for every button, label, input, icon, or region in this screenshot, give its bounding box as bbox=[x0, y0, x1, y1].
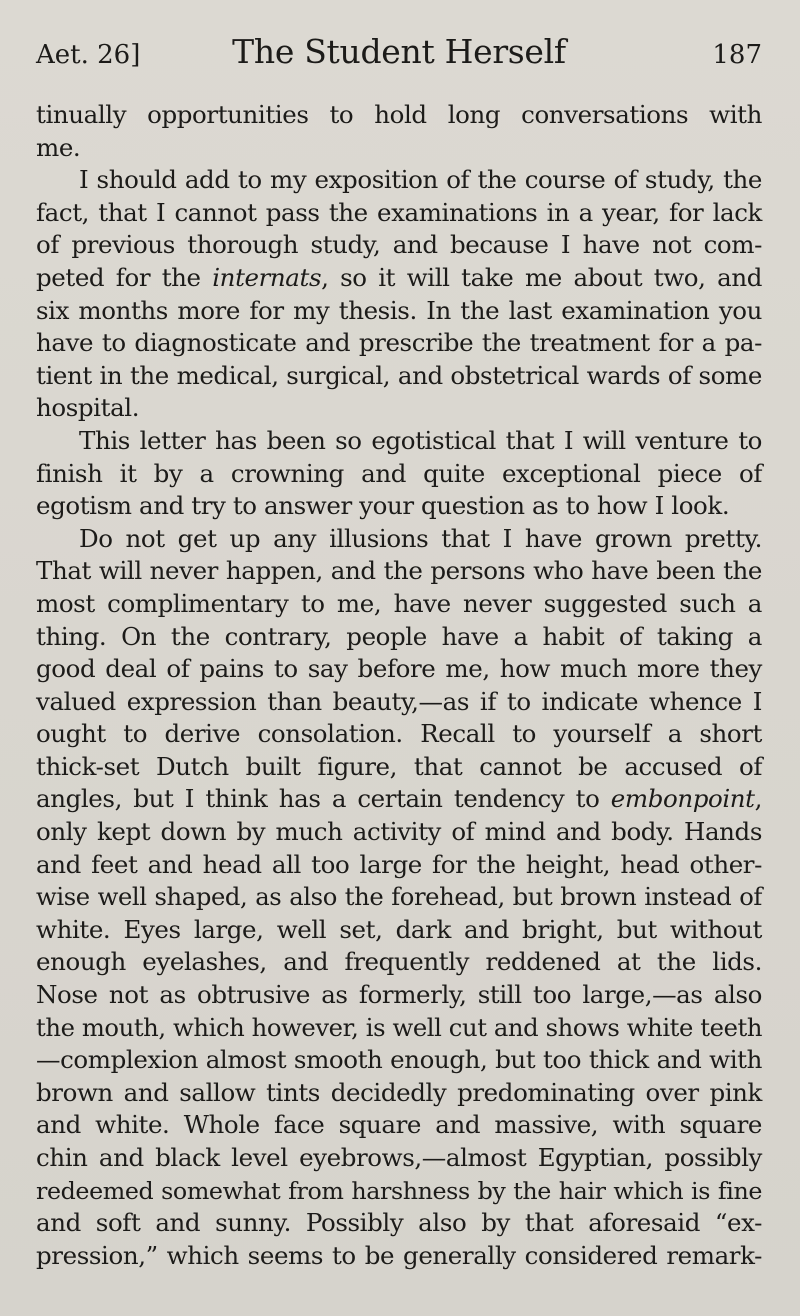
text-line: white. Eyes large, well set, dark and bright, but without bbox=[36, 914, 762, 944]
text-line: That will never happen, and the persons who have been the bbox=[36, 556, 762, 586]
text-line: tinually opportunities to hold long conversations with bbox=[36, 100, 762, 129]
page-number: 187 bbox=[712, 40, 762, 70]
text-line: tient in the medical, surgical, and obstetrical wards of some bbox=[36, 360, 762, 390]
text-line: me. bbox=[36, 132, 81, 162]
text-line: the mouth, which however, is well cut and shows white teeth bbox=[36, 1012, 763, 1042]
text-segment: angles, but I think has a certain tendency to bbox=[36, 784, 611, 814]
text-line: ought to derive consolation. Recall to yourself a short bbox=[36, 719, 762, 749]
text-line: fact, that I cannot pass the examinations in a year, for lack bbox=[36, 197, 762, 227]
text-line: pression,” which seems to be generally considered remark- bbox=[36, 1240, 762, 1270]
text-line: have to diagnosticate and prescribe the treatment for a pa- bbox=[36, 328, 762, 358]
text-line: Nose not as obtrusive as formerly, still too large,—as also bbox=[36, 980, 762, 1010]
text-line: thick-set Dutch built figure, that cannot be accused of bbox=[36, 751, 762, 781]
text-segment: , so it will take me about two, and bbox=[321, 262, 762, 292]
text-line: hospital. bbox=[36, 393, 140, 423]
text-line: valued expression than beauty,—as if to indicate whence I bbox=[36, 686, 762, 716]
text-segment: , bbox=[754, 784, 762, 814]
text-line: thing. On the contrary, people have a habit of taking a bbox=[36, 621, 762, 651]
text-line bbox=[36, 783, 762, 816]
text-line: brown and sallow tints decidedly predominating over pink bbox=[36, 1077, 762, 1107]
italic-word: internats bbox=[212, 262, 322, 292]
text-line: of previous thorough study, and because I have not com- bbox=[36, 230, 762, 260]
body-text bbox=[36, 99, 762, 1272]
text-line: only kept down by much activity of mind and body. Hands bbox=[36, 817, 762, 847]
text-line: enough eyelashes, and frequently reddened at the lids. bbox=[36, 947, 762, 977]
text-line: redeemed somewhat from harshness by the hair which is fine bbox=[36, 1176, 762, 1205]
text-line: I should add to my exposition of the course of study, the bbox=[79, 165, 762, 195]
text-line: six months more for my thesis. In the last examination you bbox=[36, 295, 762, 325]
text-line: and soft and sunny. Possibly also by that aforesaid “ex- bbox=[36, 1208, 762, 1238]
text-line: and white. Whole face square and massive, with square bbox=[36, 1110, 762, 1140]
text-line: wise well shaped, as also the forehead, but brown instead of bbox=[36, 882, 762, 912]
text-line: egotism and try to answer your question as to how I look. bbox=[36, 491, 730, 521]
text-line: Do not get up any illusions that I have grown pretty. bbox=[79, 523, 762, 553]
text-line: chin and black level eyebrows,—almost Egyptian, possibly bbox=[36, 1143, 762, 1172]
text-line: This letter has been so egotistical that I will venture to bbox=[79, 425, 762, 455]
header-age-note: Aet. 26] bbox=[36, 40, 141, 70]
running-header bbox=[36, 28, 762, 78]
text-line: finish it by a crowning and quite exceptional piece of bbox=[36, 458, 762, 488]
page-title: The Student Herself bbox=[232, 32, 566, 71]
text-line: good deal of pains to say before me, how much more they bbox=[36, 654, 762, 684]
text-segment: peted for the bbox=[36, 262, 213, 292]
text-line: and feet and head all too large for the height, head other- bbox=[36, 849, 762, 879]
text-line: most complimentary to me, have never suggested such a bbox=[36, 588, 762, 618]
italic-word: embonpoint bbox=[610, 784, 755, 814]
text-line bbox=[36, 262, 762, 295]
text-line: —complexion almost smooth enough, but too thick and with bbox=[36, 1045, 762, 1075]
